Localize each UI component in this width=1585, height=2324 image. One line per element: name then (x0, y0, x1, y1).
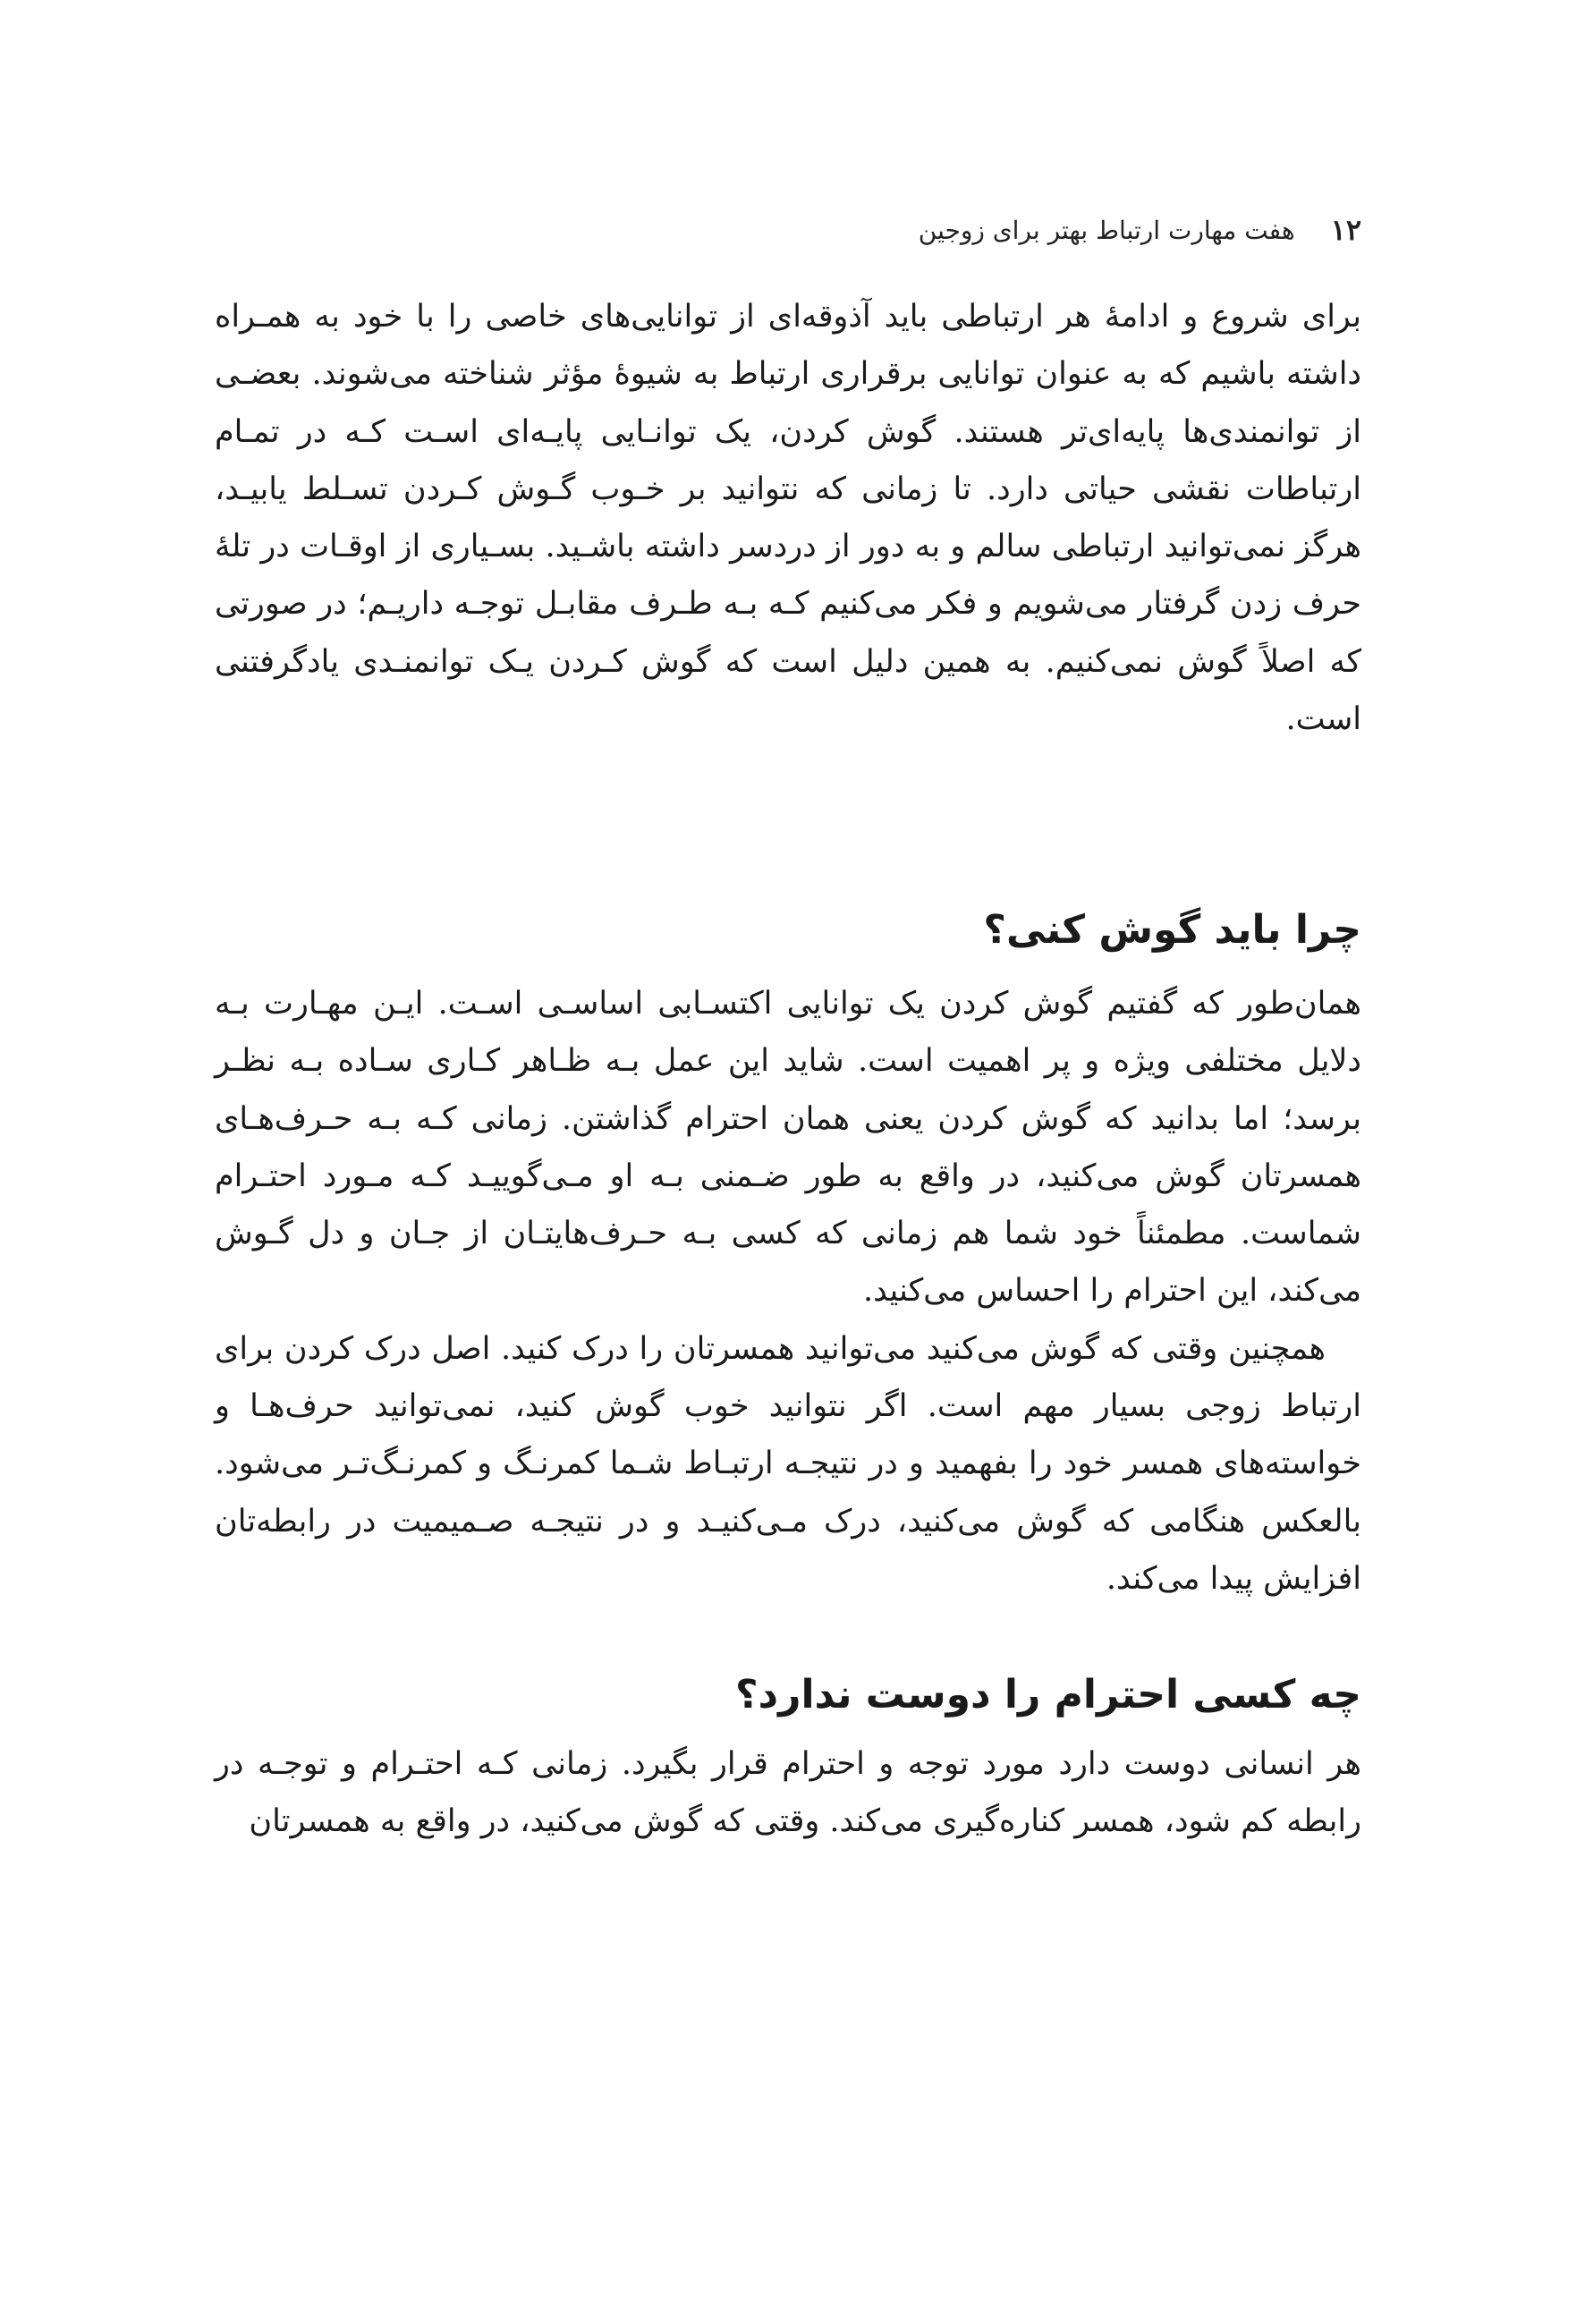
running-header (215, 208, 1361, 252)
why-listen-section (215, 975, 1361, 1607)
section-heading-respect: چه کسی احترام را دوست ندارد؟ (735, 1672, 1361, 1718)
section-heading-why-listen: چرا باید گوش کنی؟ (983, 907, 1361, 953)
why-listen-paragraph-2: همچنین وقتی که گوش می‌کنید می‌توانید همسرتان را درک کنید. اصل درک کردن برای ارتباط زوجی بسیار مهم است. اگر نتوانید خوب گوش کنید، نمی‌توانید حرف‌هـا و خواسته‌های همسر خود را بفهمید و در نتیجـه ارتبـاط شـما کمرنـگ و کمرنـگ‌تـر می‌شود. بالعکس هنگامی که گوش می‌کنید، درک مـی‌کنیـد و در نتیجـه صـمیمیت در رابطه‌تان افزایش پیدا می‌کند. (215, 1330, 1361, 1597)
why-listen-paragraph-1: همان‌طور که گفتیم گوش کردن یک توانایی اکتسـابی اساسـی اسـت. ایـن مهـارت بـه دلایل مختلفی ویژه و پر اهمیت است. شاید این عمل بـه ظـاهر کـاری سـاده بـه نظـر برسد؛ اما بدانید که گوش کردن یعنی همان احترام گذاشتن. زمانی کـه بـه حـرف‌هـای همسرتان گوش می‌کنید، در واقع به طور ضـمنی بـه او مـی‌گوییـد کـه مـورد احتـرام شماست. مطمئناً خود شما هم زمانی که کسی بـه حـرف‌هایتـان از جـان و دل گـوش می‌کند، این احترام را احساس می‌کنید. (215, 986, 1361, 1310)
running-title: هفت مهارت ارتباط بهتر برای زوجین (918, 215, 1295, 245)
page-number: ۱۲ (1330, 213, 1361, 247)
intro-section (215, 288, 1361, 748)
respect-section (215, 1735, 1361, 1851)
book-page (215, 0, 1361, 2324)
intro-paragraph: برای شروع و ادامهٔ هر ارتباطی باید آذوقه‌ای از توانایی‌های خاصی را با خود به همـراه داشته باشیم که به عنوان توانایی برقراری ارتباط به شیوهٔ مؤثر شناخته می‌شوند. بعضـی از توانمندی‌ها پایه‌ای‌تر هستند. گوش کردن، یک توانـایی پایـه‌ای اسـت کـه در تمـام ارتباطات نقشی حیاتی دارد. تا زمانی که نتوانید بر خـوب گـوش کـردن تسـلط یابیـد، هرگز نمی‌توانید ارتباطی سالم و به دور از دردسر داشته باشـید. بسـیاری از اوقـات در تلهٔ حرف زدن گرفتار می‌شویم و فکر می‌کنیم کـه بـه طـرف مقابـل توجـه داریـم؛ در صورتی که اصلاً گوش نمی‌کنیم. به همین دلیل است که گوش کـردن یـک توانمنـدی یادگرفتنی است. (215, 299, 1361, 738)
respect-paragraph: هر انسانی دوست دارد مورد توجه و احترام قرار بگیرد. زمانی کـه احتـرام و توجـه در رابطه کم شود، همسر کناره‌گیری می‌کند. وقتی که گوش می‌کنید، در واقع به همسرتان (215, 1746, 1361, 1840)
